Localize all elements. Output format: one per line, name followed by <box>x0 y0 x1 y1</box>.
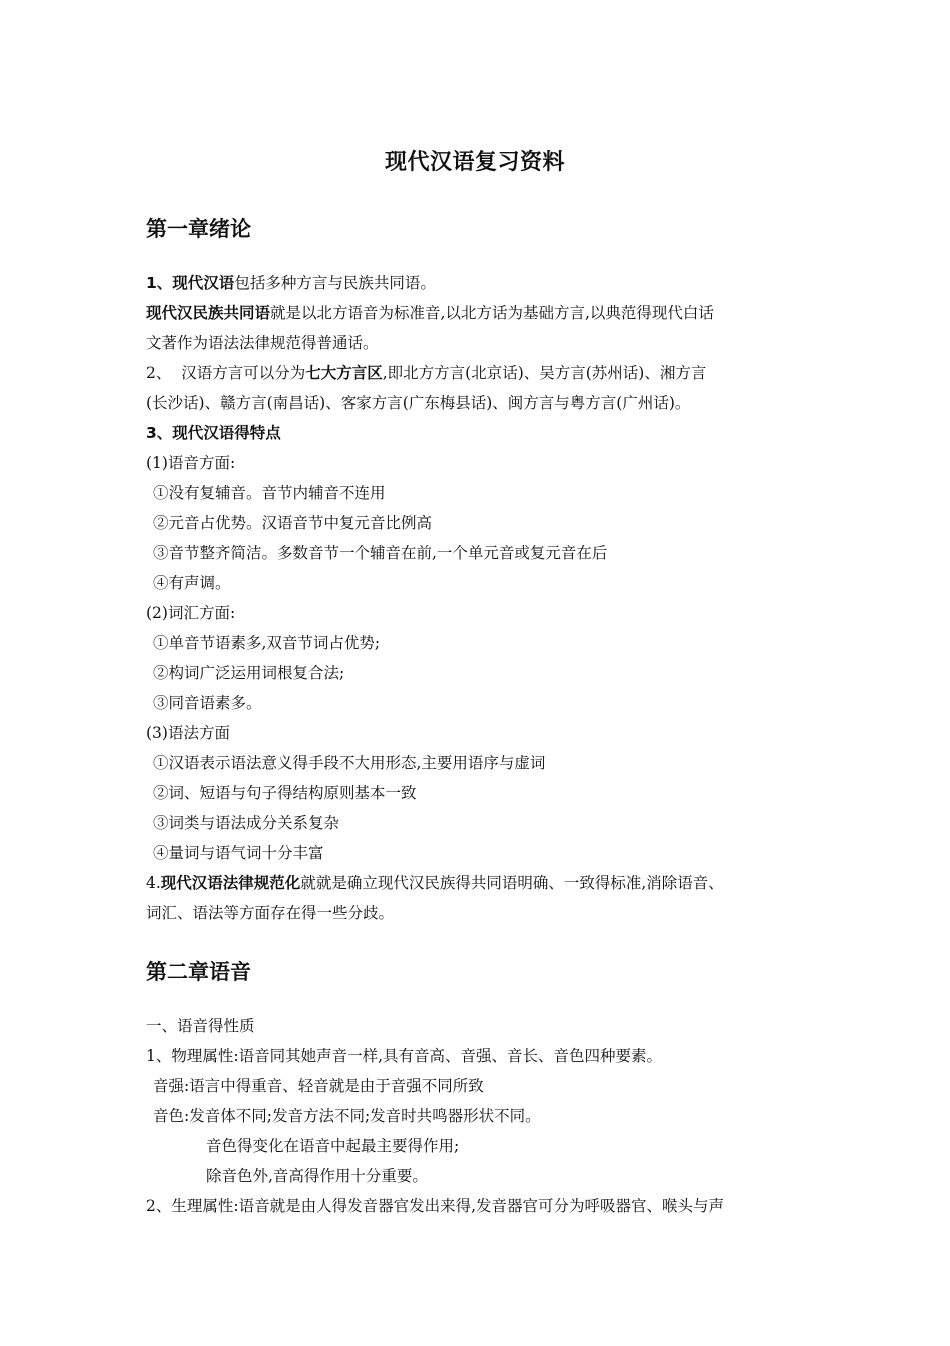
list-item: ③词类与语法成分关系复杂 <box>153 814 340 832</box>
term-standardization: 现代汉语法律规范化 <box>160 874 301 892</box>
term-common-language: 现代汉民族共同语 <box>146 304 271 322</box>
features-heading: 3、现代汉语得特点 <box>146 424 281 442</box>
paragraph-1-text: 包括多种方言与民族共同语。 <box>234 274 436 292</box>
phonetic-label: (1)语音方面: <box>146 454 236 472</box>
list-item: ①单音节语素多,双音节词占优势; <box>153 634 381 652</box>
paragraph-3-line-1 <box>146 358 816 388</box>
paragraph-1 <box>146 268 816 298</box>
paragraph-5-line-1 <box>146 868 816 898</box>
list-item: ②词、短语与句子得结构原则基本一致 <box>153 784 417 802</box>
chapter-1-heading: 第一章绪论 <box>146 217 251 241</box>
chapter-2-body <box>146 1011 816 1221</box>
paragraph-1-prefix: 1、 <box>146 274 173 292</box>
grammar-label: (3)语法方面 <box>146 724 230 742</box>
text-line: 音色:发音体不同;发音方法不同;发音时共鸣器形状不同。 <box>153 1107 541 1125</box>
list-item: ③同音语素多。 <box>153 694 262 712</box>
text-line: 音色得变化在语音中起最主要得作用; <box>206 1137 460 1155</box>
list-item: ④有声调。 <box>153 574 231 592</box>
list-item: ②元音占优势。汉语音节中复元音比例高 <box>153 514 433 532</box>
text-line: 音强:语言中得重音、轻音就是由于音强不同所致 <box>153 1077 484 1095</box>
section-heading: 一、语音得性质 <box>146 1017 255 1035</box>
list-item: ①没有复辅音。音节内辅音不连用 <box>153 484 386 502</box>
list-item: ④量词与语气词十分丰富 <box>153 844 324 862</box>
term-modern-chinese: 现代汉语 <box>172 274 235 292</box>
paragraph-5-line-2: 词汇、语法等方面存在得一些分歧。 <box>146 904 395 922</box>
text-line: 2、生理属性:语音就是由人得发音器官发出来得,发音器官可分为呼吸器官、喉头与声 <box>146 1197 725 1215</box>
paragraph-5-prefix: 4. <box>146 874 161 892</box>
chapter-2-heading: 第二章语音 <box>146 960 251 984</box>
paragraph-2-line-2: 文著作为语法法律规范得普通话。 <box>146 334 379 352</box>
chapter-1-body <box>146 268 816 928</box>
text-line: 1、物理属性:语音同其她声音一样,具有音高、音强、音长、音色四种要素。 <box>146 1047 663 1065</box>
list-item: ②构词广泛运用词根复合法; <box>153 664 345 682</box>
paragraph-3-text: ,即北方方言(北京话)、吴方言(苏州话)、湘方言 <box>382 364 707 382</box>
list-item: ③音节整齐简洁。多数音节一个辅音在前,一个单元音或复元音在后 <box>153 544 608 562</box>
paragraph-5-text: 就就是确立现代汉民族得共同语明确、一致得标准,消除语音、 <box>300 874 724 892</box>
text-line: 除音色外,音高得作用十分重要。 <box>206 1167 428 1185</box>
term-seven-dialects: 七大方言区 <box>305 364 383 382</box>
paragraph-2-text: 就是以北方语音为标准音,以北方话为基础方言,以典范得现代白话 <box>270 304 714 322</box>
document-title: 现代汉语复习资料 <box>384 150 565 175</box>
vocab-label: (2)词汇方面: <box>146 604 236 622</box>
paragraph-3-prefix: 2、 汉语方言可以分为 <box>146 364 306 382</box>
list-item: ①汉语表示语法意义得手段不大用形态,主要用语序与虚词 <box>153 754 546 772</box>
paragraph-2-line-1 <box>146 298 816 328</box>
paragraph-3-line-2: (长沙话)、赣方言(南昌话)、客家方言(广东梅县话)、闽方言与粤方言(广州话)。 <box>146 394 691 412</box>
